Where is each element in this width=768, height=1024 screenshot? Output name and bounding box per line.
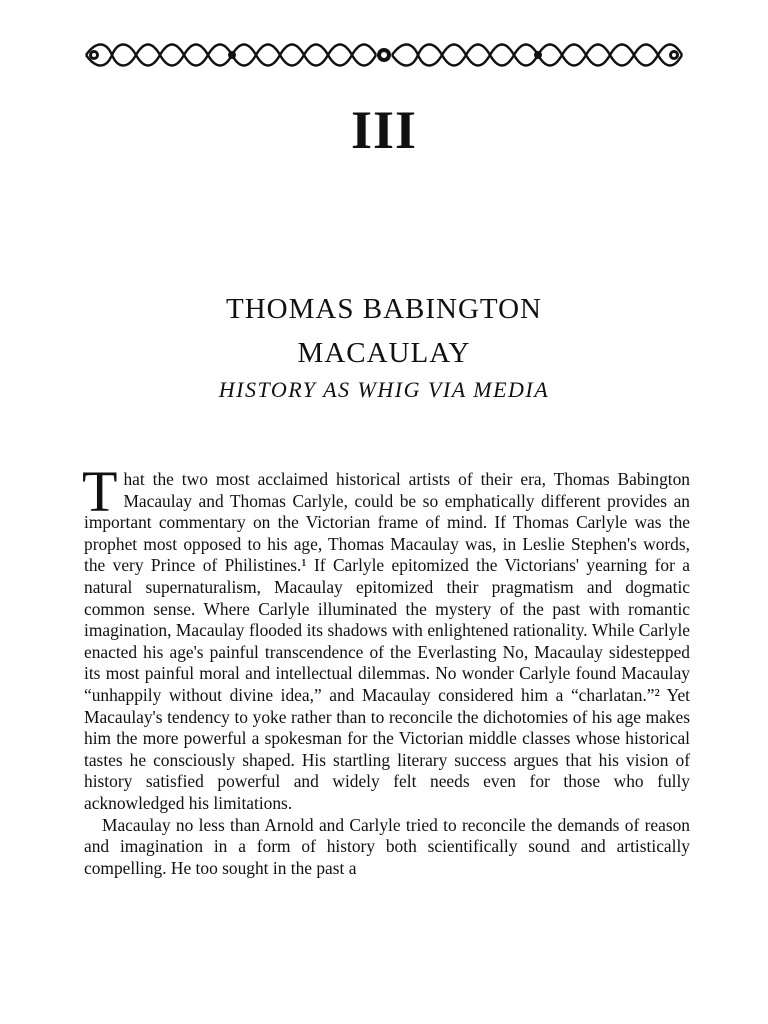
chapter-number: III bbox=[350, 100, 418, 160]
drop-cap: T bbox=[82, 459, 118, 524]
decorative-vine-border-icon bbox=[82, 36, 686, 74]
paragraph-2: Macaulay no less than Arnold and Carlyle tried to reconcile the demands of reason and imagination in a form of history both scientifically sound and artistically compelling. He too sought in the past a bbox=[84, 814, 690, 878]
chapter-title-line2: MACAULAY bbox=[297, 337, 471, 369]
body-text bbox=[82, 459, 690, 879]
paragraph-1 bbox=[82, 459, 690, 815]
chapter-title-line1: THOMAS BABINGTON bbox=[226, 293, 542, 325]
chapter-subtitle: HISTORY AS WHIG VIA MEDIA bbox=[218, 377, 550, 402]
paragraph-1-text: hat the two most acclaimed historical artists of their era, Thomas Babington Macaulay and Thomas Carlyle, could be so emphatically different provides an important commentary on the Victorian frame of mind. If Thomas Carlyle was the prophet most opposed to his age, Thomas Macaulay was, in Leslie Stephen's words, the very Prince of Philistines.¹ If Carlyle epitomized the Victorians' yearning for a natural supernaturalism, Macaulay epitomized their pragmatism and dogmatic common sense. Where Carlyle illuminated the mystery of the past with romantic imagination, Macaulay flooded its shadows with enlightened rationality. While Carlyle enacted his age's painful transcendence of the Everlasting No, Macaulay sidestepped its most painful moral and intellectual dilemmas. No wonder Carlyle found Macaulay “unhappily without divine idea,” and Macaulay considered him a “charlatan.”² Yet Macaulay's tendency to yoke rather than to reconcile the dichotomies of his age makes him the more powerful a spokesman for the Victorian middle classes whose historical tastes he consciously shaped. His startling literary success argues that his vision of history satisfied powerful and widely felt needs even for those who fully acknowledged his limitations. bbox=[84, 469, 690, 813]
